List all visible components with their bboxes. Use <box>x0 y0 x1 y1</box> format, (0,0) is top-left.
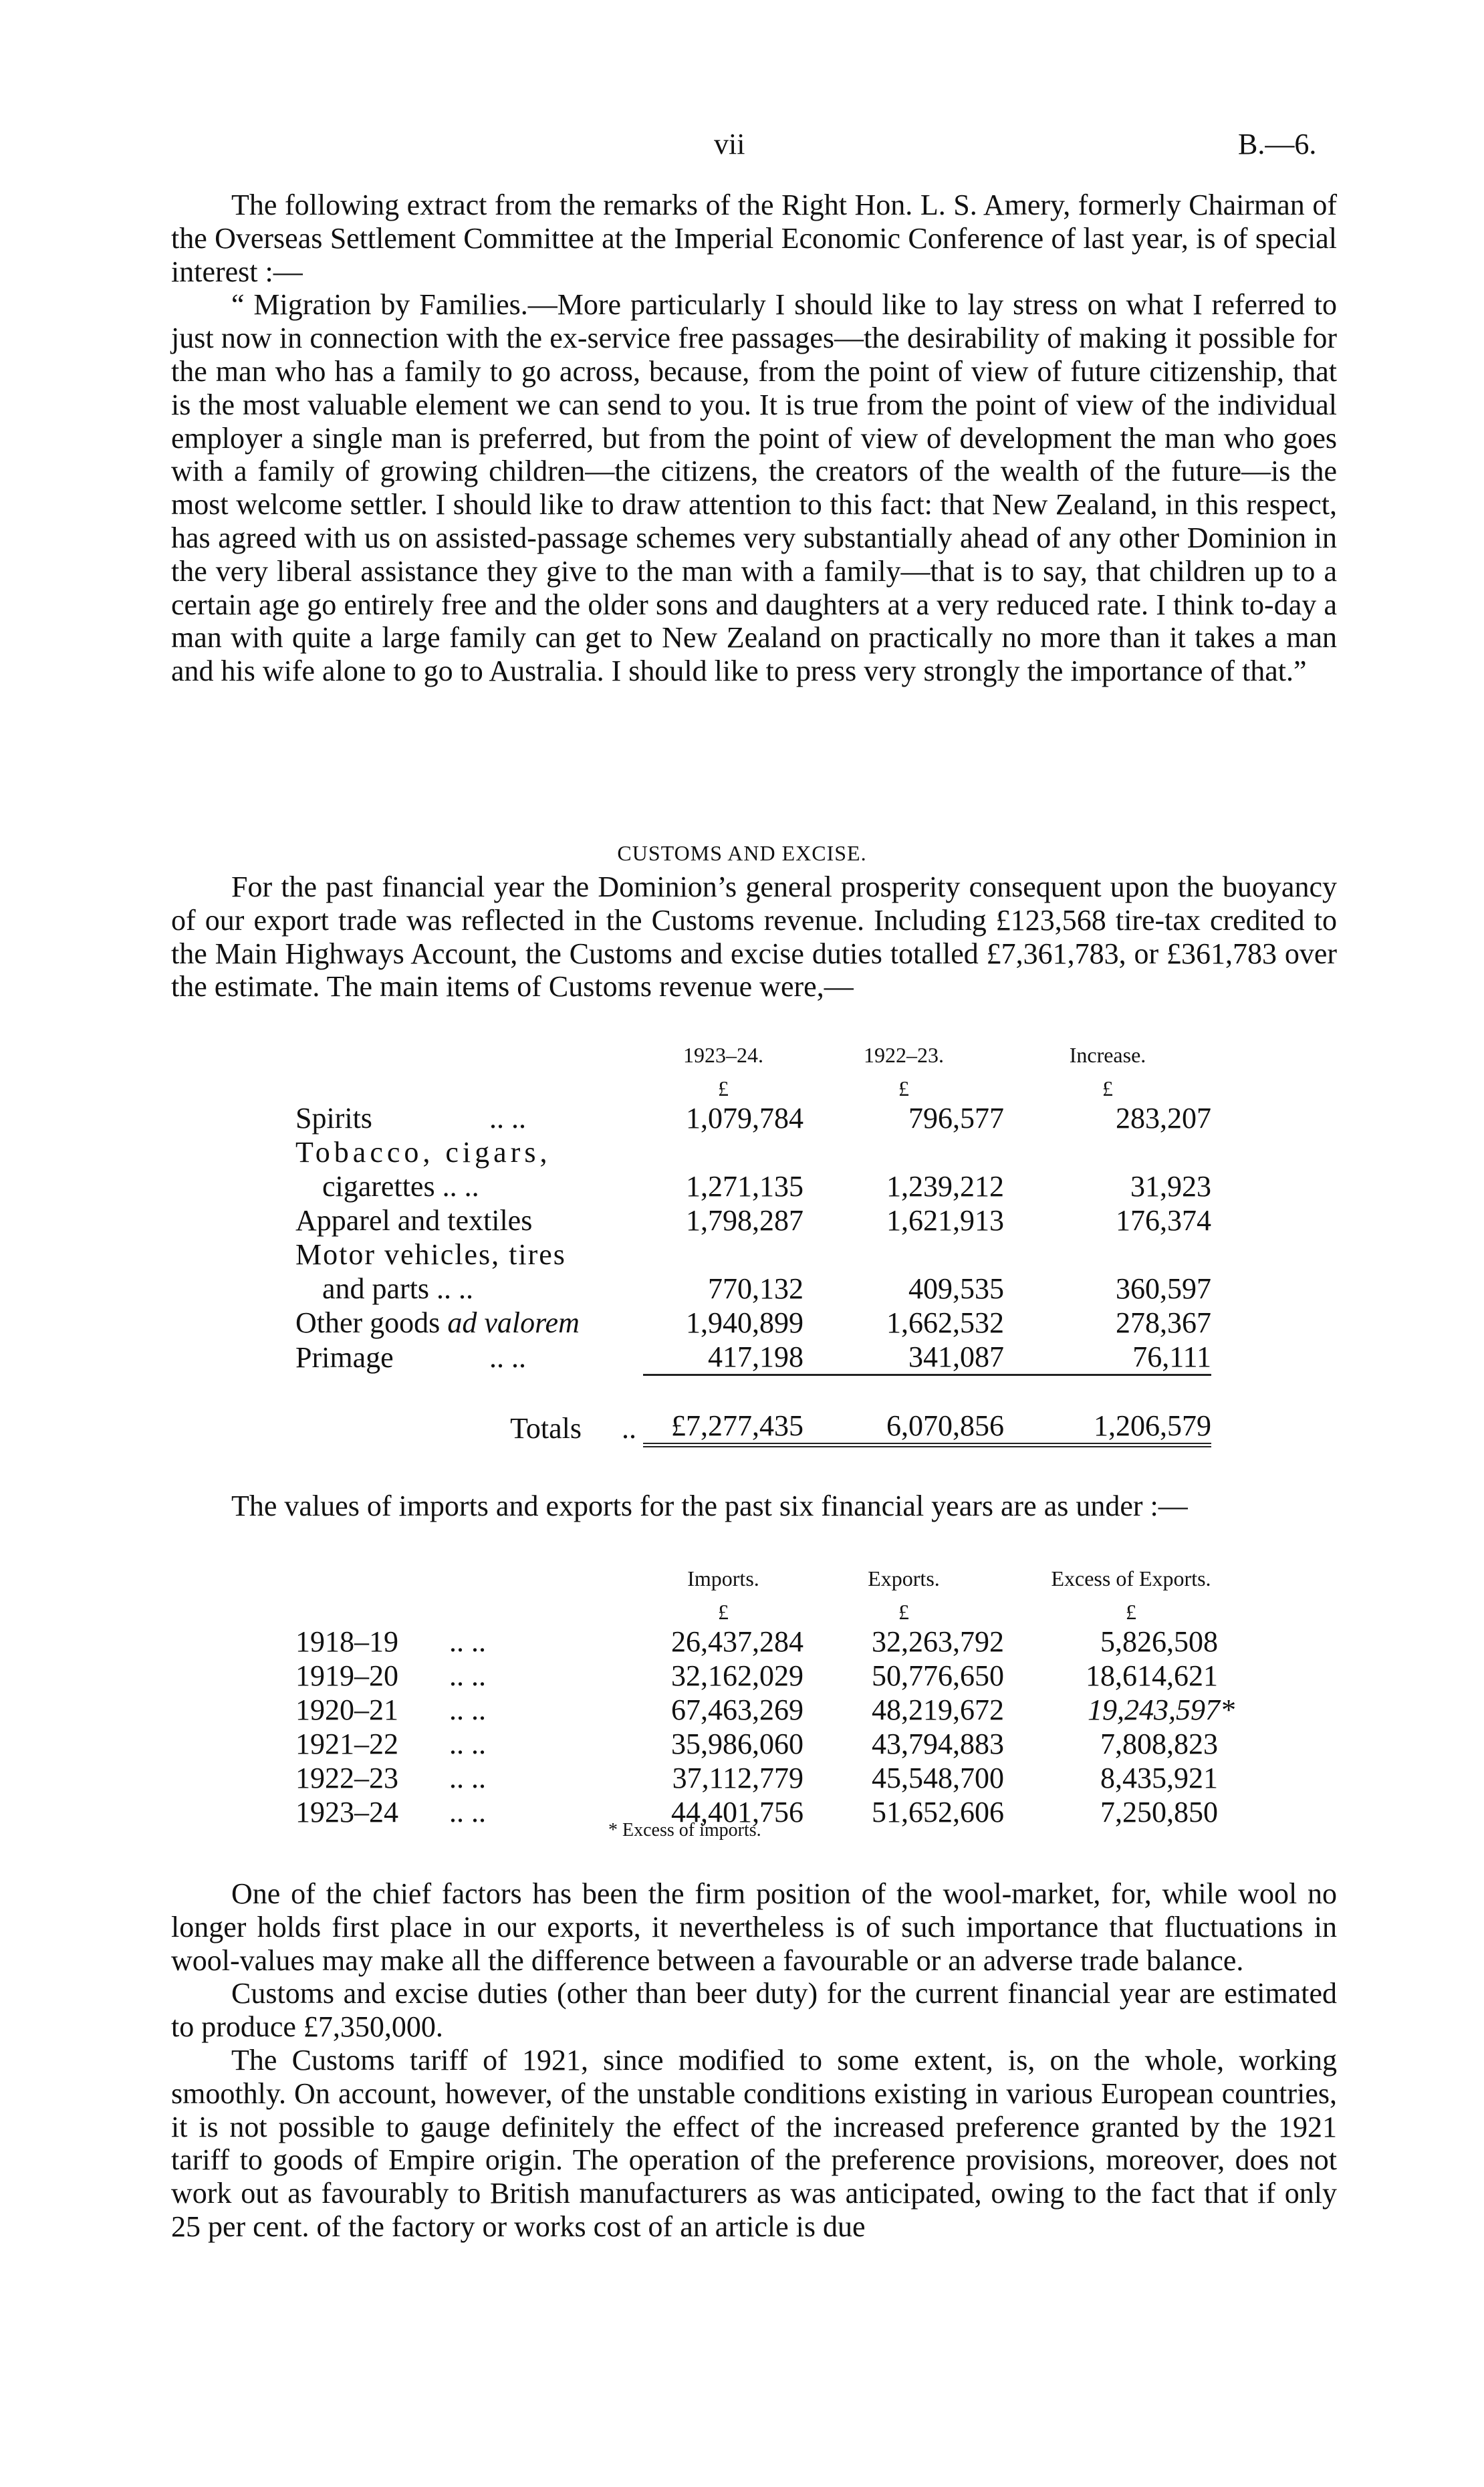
value-1922-23: 1,239,212 <box>886 1169 1004 1203</box>
closing-section <box>171 1877 1337 2244</box>
exports-value: 45,548,700 <box>872 1761 1004 1794</box>
unit-pound: £ <box>898 1076 909 1100</box>
unit-pound: £ <box>1126 1599 1136 1624</box>
leader-dots: .. .. <box>489 1341 526 1375</box>
wool-paragraph: One of the chief factors has been the firm position of the wool-market, for, while wool no longer holds first place in our exports, it nevertheless is of such importance that fluctuations in wool-values may make all the difference between a favourable or an adverse trade balance. <box>171 1877 1337 1977</box>
leader-dots: .. .. <box>449 1727 486 1760</box>
row-label: Primage <box>295 1341 394 1375</box>
imports-value: 37,112,779 <box>672 1761 803 1794</box>
excess-value-imports: 19,243,597* <box>1088 1693 1235 1726</box>
unit-pound: £ <box>1102 1076 1113 1100</box>
row-label-continued: cigarettes .. .. <box>322 1169 479 1203</box>
leader-dots: .. .. <box>489 1101 526 1135</box>
row-label: Apparel and textiles <box>295 1203 533 1237</box>
page-number: vii <box>714 128 745 160</box>
leader-dots: .. .. <box>449 1795 486 1828</box>
col-header-1922-23: 1922–23. <box>864 1042 944 1067</box>
value-1922-23: 409,535 <box>908 1272 1004 1305</box>
leader-dots: .. <box>622 1411 636 1445</box>
exports-value: 32,263,792 <box>872 1625 1004 1658</box>
leader-dots: .. .. <box>449 1761 486 1794</box>
value-1922-23: 341,087 <box>908 1340 1004 1373</box>
col-header-imports: Imports. <box>687 1566 759 1590</box>
totals-row <box>295 1409 1211 1445</box>
table-row <box>295 1169 1211 1203</box>
leader-dots: .. .. <box>449 1693 486 1726</box>
intro-section <box>171 189 1337 688</box>
total-1922-23: 6,070,856 <box>803 1409 1004 1445</box>
col-header-exports: Exports. <box>868 1566 940 1590</box>
value-1923-24: 1,798,287 <box>686 1203 803 1237</box>
exports-value: 43,794,883 <box>872 1727 1004 1760</box>
unit-pound: £ <box>718 1599 729 1624</box>
row-label: Other goods <box>295 1306 441 1339</box>
imports-value: 44,401,756 <box>671 1795 803 1828</box>
col-header-1923-24: 1923–24. <box>683 1042 763 1067</box>
value-1923-24: 417,198 <box>708 1340 803 1373</box>
leader-dots: .. .. <box>449 1659 486 1692</box>
table-row <box>295 1135 1211 1169</box>
amery-quote: “ Migration by Families.—More particularly I should like to lay stress on what I referred to just now in connection with the ex-service free passages—the desirability of making it possible for the man who has a family to go across, because, from the point of view of future citizenship, that is the most valuable element we can send to you. It is true from the point of view of the individual employer a single man is preferred, but from the point of view of development the man who goes with a family of growing children—the citizens, the creators of the wealth of the future—is the most welcome settler. I should like to draw attention to this fact: that New Zealand, in this respect, has agreed with us on assisted-passage schemes very substantially ahead of any other Dominion in the very liberal assistance they give to the man with a family—that is to say, that children up to a certain age go entirely free and the older sons and daughters at a very reduced rate. I think to-day a man with quite a large family can get to New Zealand on practically no more than it takes a man and his wife alone to go to Australia. I should like to press very strongly the importance of that.” <box>171 288 1337 688</box>
trade-footnote: * Excess of imports. <box>608 1820 761 1841</box>
excess-value: 7,808,823 <box>1100 1727 1218 1760</box>
year-label: 1923–24 <box>295 1795 398 1828</box>
exports-value: 48,219,672 <box>872 1693 1004 1726</box>
total-1923-24: £7,277,435 <box>643 1409 803 1445</box>
value-increase: 31,923 <box>1130 1169 1211 1203</box>
table-row <box>295 1795 1258 1829</box>
table-row <box>295 1340 1211 1375</box>
table-row <box>295 1727 1258 1761</box>
trade-intro <box>171 1490 1337 1523</box>
value-1923-24: 1,079,784 <box>686 1101 803 1135</box>
value-1923-24: 770,132 <box>708 1272 803 1305</box>
exports-value: 51,652,606 <box>872 1795 1004 1828</box>
total-increase: 1,206,579 <box>1004 1409 1211 1445</box>
imports-value: 26,437,284 <box>671 1625 803 1658</box>
unit-pound: £ <box>898 1599 909 1624</box>
year-label: 1921–22 <box>295 1727 398 1760</box>
value-1922-23: 1,662,532 <box>886 1306 1004 1339</box>
table-row <box>295 1625 1258 1659</box>
intro-paragraph: The following extract from the remarks of the Right Hon. L. S. Amery, formerly Chairman of the Overseas Settlement Committee at the Imperial Economic Conference of last year, is of special interest :— <box>171 189 1337 288</box>
customs-intro <box>171 870 1337 1003</box>
leader-dots: .. .. <box>449 1625 486 1658</box>
document-reference: B.—6. <box>1238 128 1317 160</box>
col-header-increase: Increase. <box>1069 1042 1146 1067</box>
table-row <box>295 1101 1211 1135</box>
customs-paragraph: For the past financial year the Dominion’s general prosperity consequent upon the buoyancy of our export trade was reflected in the Customs revenue. Including £123,568 tire-tax credited to the Main Highways Account, the Customs and excise duties totalled £7,361,783, or £361,783 over the estimate. The main items of Customs revenue were,— <box>171 870 1337 1003</box>
table-row <box>295 1659 1258 1693</box>
estimate-paragraph: Customs and excise duties (other than beer duty) for the current financial year are estimated to produce £7,350,000. <box>171 1977 1337 2044</box>
totals-label: Totals <box>510 1411 582 1445</box>
excess-value: 5,826,508 <box>1100 1625 1218 1658</box>
table-row <box>295 1272 1211 1306</box>
row-label-italic: ad valorem <box>447 1306 580 1339</box>
excess-value: 8,435,921 <box>1100 1761 1218 1794</box>
customs-heading: CUSTOMS AND EXCISE. <box>617 841 867 865</box>
table-row <box>295 1761 1258 1795</box>
table-row <box>295 1203 1211 1237</box>
table-row <box>295 1306 1211 1340</box>
customs-revenue-table <box>295 1034 1211 1447</box>
row-label: Tobacco, cigars, <box>295 1135 551 1169</box>
year-label: 1918–19 <box>295 1625 398 1658</box>
year-label: 1922–23 <box>295 1761 398 1794</box>
row-label: Motor vehicles, tires <box>295 1237 566 1271</box>
row-label: Spirits <box>295 1101 372 1135</box>
value-increase: 283,207 <box>1116 1101 1211 1135</box>
imports-value: 32,162,029 <box>671 1659 803 1692</box>
value-increase: 360,597 <box>1116 1272 1211 1305</box>
exports-value: 50,776,650 <box>872 1659 1004 1692</box>
imports-value: 67,463,269 <box>671 1693 803 1726</box>
row-label-continued: and parts .. .. <box>322 1272 474 1305</box>
excess-value: 18,614,621 <box>1086 1659 1218 1692</box>
table-row <box>295 1237 1211 1272</box>
imports-value: 35,986,060 <box>671 1727 803 1760</box>
trade-paragraph: The values of imports and exports for the past six financial years are as under :— <box>231 1490 1188 1522</box>
excess-value: 7,250,850 <box>1100 1795 1218 1828</box>
year-label: 1919–20 <box>295 1659 398 1692</box>
col-header-excess: Excess of Exports. <box>1051 1566 1211 1590</box>
trade-table <box>295 1558 1258 1829</box>
table-row <box>295 1693 1258 1727</box>
value-1922-23: 1,621,913 <box>886 1203 1004 1237</box>
unit-pound: £ <box>718 1076 729 1100</box>
value-increase: 76,111 <box>1132 1340 1211 1373</box>
value-increase: 176,374 <box>1116 1203 1211 1237</box>
value-increase: 278,367 <box>1116 1306 1211 1339</box>
value-1922-23: 796,577 <box>908 1101 1004 1135</box>
value-1923-24: 1,940,899 <box>686 1306 803 1339</box>
year-label: 1920–21 <box>295 1693 398 1726</box>
value-1923-24: 1,271,135 <box>686 1169 803 1203</box>
tariff-paragraph: The Customs tariff of 1921, since modified to some extent, is, on the whole, working smoothly. On account, however, of the unstable conditions existing in various European countries, it is not possible to gauge definitely the effect of the increased preference granted by the 1921 tariff to goods of Empire origin. The operation of the preference provisions, moreover, does not work out as favourably to British manufacturers as was anticipated, owing to the fact that if only 25 per cent. of the factory or works cost of an article is due <box>171 2043 1337 2243</box>
